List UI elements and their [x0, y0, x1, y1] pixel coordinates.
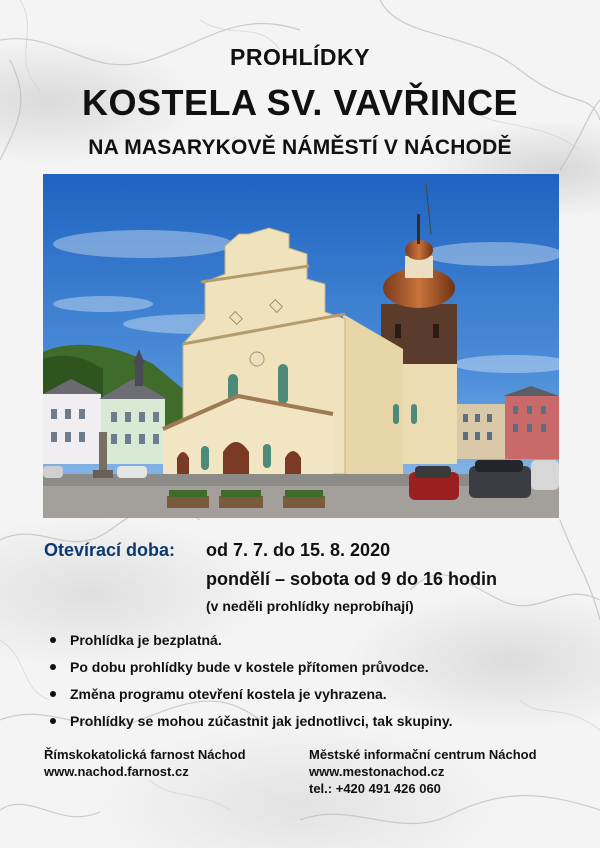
opening-dates: od 7. 7. do 15. 8. 2020 — [206, 540, 391, 560]
info-list — [48, 630, 453, 738]
list-item: Změna programu otevření kostela je vyhrazena. — [48, 684, 453, 711]
parish-name: Římskokatolická farnost Náchod — [44, 747, 246, 762]
bullet-icon — [50, 691, 56, 697]
footer-parish — [44, 746, 246, 780]
info-center-phone: tel.: +420 491 426 060 — [309, 781, 441, 796]
sunday-note: (v neděli prohlídky neprobíhají) — [206, 598, 414, 614]
list-item: Po dobu prohlídky bude v kostele přítomen průvodce. — [48, 657, 453, 684]
list-item: Prohlídky se mohou zúčastnit jak jednotlivci, tak skupiny. — [48, 711, 453, 738]
info-center-website: www.mestonachod.cz — [309, 764, 445, 779]
bullet-icon — [50, 637, 56, 643]
bullet-icon — [50, 664, 56, 670]
church-photo — [43, 174, 559, 518]
bullet-icon — [50, 718, 56, 724]
parish-website: www.nachod.farnost.cz — [44, 764, 189, 779]
info-center-name: Městské informační centrum Náchod — [309, 747, 537, 762]
list-item: Prohlídka je bezplatná. — [48, 630, 453, 657]
opening-days: pondělí – sobota od 9 do 16 hodin — [206, 569, 498, 589]
title-location: NA MASARYKOVĚ NÁMĚSTÍ V NÁCHODĚ — [88, 136, 512, 159]
footer-info-center — [309, 746, 537, 797]
title-prohlidky: PROHLÍDKY — [230, 44, 370, 70]
title-church-name: KOSTELA SV. VAVŘINCE — [81, 82, 519, 123]
opening-hours-label: Otevírací doba: — [44, 540, 176, 560]
